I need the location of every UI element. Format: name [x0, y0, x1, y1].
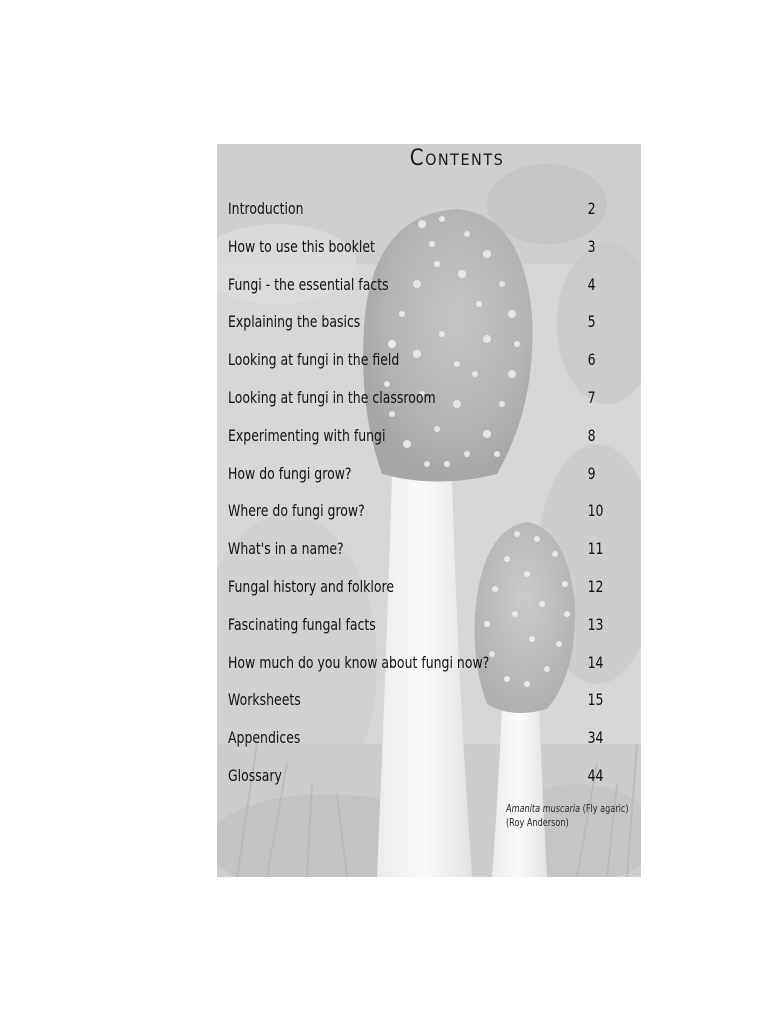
toc-entry-page: 4: [587, 274, 596, 294]
toc-entry: [228, 573, 608, 611]
photo-caption: [506, 802, 629, 830]
table-of-contents: [228, 195, 608, 800]
toc-entry: [228, 497, 608, 535]
toc-entry-label: Where do fungi grow?: [228, 501, 365, 521]
toc-entry-page: 44: [587, 765, 604, 785]
toc-entry-page: 5: [587, 312, 596, 332]
caption-credit: (Roy Anderson): [506, 816, 569, 829]
toc-entry-label: Worksheets: [228, 690, 301, 710]
toc-entry-page: 12: [587, 576, 604, 596]
toc-entry-label: Fungi - the essential facts: [228, 274, 389, 294]
toc-entry-page: 7: [587, 387, 596, 407]
caption-common-name: (Fly agaric): [580, 802, 629, 815]
toc-entry-label: Appendices: [228, 728, 301, 748]
toc-entry-label: Looking at fungi in the classroom: [228, 387, 436, 407]
heading-rest: ONTENTS: [425, 150, 505, 169]
toc-entry-label: How much do you know about fungi now?: [228, 652, 490, 672]
toc-entry-page: 2: [587, 199, 596, 218]
toc-entry-page: 11: [587, 539, 604, 559]
toc-entry-page: 13: [587, 614, 604, 634]
toc-entry: [228, 346, 608, 384]
toc-entry-label: Experimenting with fungi: [228, 425, 386, 445]
toc-entry-page: 34: [587, 728, 604, 748]
contents-panel: [217, 144, 641, 877]
toc-entry-page: 15: [587, 690, 604, 710]
toc-entry: [228, 611, 608, 649]
toc-entry-page: 8: [587, 425, 596, 445]
toc-entry-label: Explaining the basics: [228, 312, 361, 332]
toc-entry: [228, 195, 608, 233]
toc-entry: [228, 308, 608, 346]
toc-entry-label: How do fungi grow?: [228, 463, 352, 483]
toc-entry: [228, 233, 608, 271]
toc-entry-page: 6: [587, 350, 596, 370]
toc-entry-page: 3: [587, 236, 596, 256]
toc-entry: [228, 686, 608, 724]
toc-entry: [228, 384, 608, 422]
caption-species: [506, 802, 629, 816]
toc-entry-label: Glossary: [228, 765, 282, 785]
toc-entry-page: 9: [587, 463, 596, 483]
toc-entry: [228, 271, 608, 309]
toc-entry-page: 10: [587, 501, 604, 521]
toc-entry: [228, 422, 608, 460]
toc-entry-label: How to use this booklet: [228, 236, 375, 256]
toc-entry: [228, 535, 608, 573]
heading-initial: C: [409, 146, 426, 171]
toc-entry-label: Fungal history and folklore: [228, 576, 395, 596]
caption-latin-name: Amanita muscaria: [506, 802, 581, 815]
toc-entry-label: Introduction: [228, 199, 304, 218]
toc-entry-label: Fascinating fungal facts: [228, 614, 376, 634]
toc-entry-label: Looking at fungi in the field: [228, 350, 400, 370]
toc-entry: [228, 460, 608, 498]
toc-entry-label: What's in a name?: [228, 539, 344, 559]
contents-heading: [217, 144, 641, 175]
toc-entry-page: 14: [587, 652, 604, 672]
toc-entry: [228, 649, 608, 687]
toc-entry: [228, 762, 608, 800]
toc-entry: [228, 724, 608, 762]
